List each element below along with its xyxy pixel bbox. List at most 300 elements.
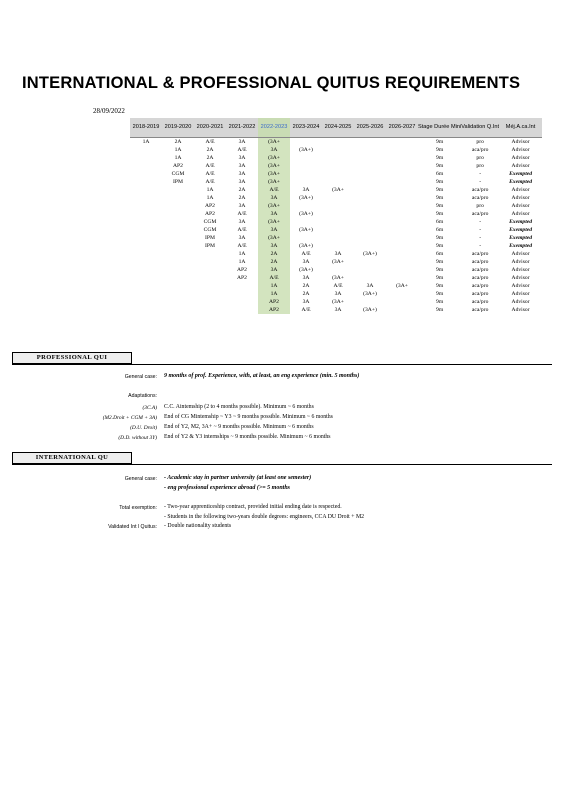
table-cell bbox=[194, 282, 226, 290]
table-cell bbox=[162, 282, 194, 290]
table-cell bbox=[162, 250, 194, 258]
table-cell: aca/pro bbox=[471, 259, 489, 265]
table-cell bbox=[130, 242, 162, 250]
table-cell bbox=[354, 154, 386, 162]
table-cell: AP2 bbox=[205, 203, 215, 209]
table-cell bbox=[386, 178, 418, 186]
table-row bbox=[130, 290, 542, 298]
adaptation-label: (3C.A) bbox=[142, 405, 157, 411]
table-cell bbox=[130, 298, 162, 306]
table-cell: A/E bbox=[237, 243, 247, 249]
table-cell bbox=[354, 266, 386, 274]
table-cell bbox=[194, 250, 226, 258]
table-cell: A/E bbox=[237, 147, 247, 153]
adaptation-label: (D.D. without 3Y) bbox=[118, 435, 157, 441]
table-cell bbox=[162, 290, 194, 298]
table-cell: 2A bbox=[302, 291, 310, 297]
table-cell bbox=[322, 242, 354, 250]
table-cell: 1A bbox=[238, 259, 246, 265]
table-cell: 9m bbox=[436, 211, 444, 217]
table-cell bbox=[130, 306, 162, 314]
table-cell: IPM bbox=[205, 243, 215, 249]
table-cell bbox=[354, 210, 386, 218]
table-cell bbox=[386, 194, 418, 202]
table-cell bbox=[162, 306, 194, 314]
table-cell bbox=[130, 154, 162, 162]
table-cell bbox=[354, 194, 386, 202]
table-cell: 3A bbox=[258, 210, 290, 218]
professional-general-label: General case: bbox=[124, 374, 157, 380]
table-cell: 9m bbox=[436, 139, 444, 145]
table-row bbox=[130, 138, 542, 147]
table-row bbox=[130, 162, 542, 170]
table-row bbox=[130, 274, 542, 282]
page-title: INTERNATIONAL & PROFESSIONAL QUITUS REQUIREMENTS bbox=[22, 74, 521, 92]
table-cell bbox=[194, 290, 226, 298]
table-cell: (3A+ bbox=[258, 154, 290, 162]
table-cell: aca/pro bbox=[471, 251, 489, 257]
table-cell: 6m bbox=[436, 171, 444, 177]
adaptation-text: End of CG Mintemship ~ Y3 ~ 9 months possible. Minimum ~ 6 months bbox=[164, 414, 333, 420]
column-header: Stage Durée Mini bbox=[418, 118, 461, 138]
table-cell: Advisor bbox=[511, 307, 530, 313]
table-cell bbox=[354, 274, 386, 282]
table-cell bbox=[290, 154, 322, 162]
table-cell: aca/pro bbox=[471, 283, 489, 289]
table-cell: aca/pro bbox=[471, 195, 489, 201]
table-cell bbox=[322, 178, 354, 186]
table-cell bbox=[130, 146, 162, 154]
table-cell: 3A bbox=[334, 307, 342, 313]
table-cell bbox=[386, 218, 418, 226]
table-cell: Advisor bbox=[511, 251, 530, 257]
table-cell: 3A bbox=[302, 299, 310, 305]
table-cell: (3A+) bbox=[299, 195, 313, 201]
table-cell bbox=[194, 274, 226, 282]
table-cell bbox=[130, 274, 162, 282]
table-cell: aca/pro bbox=[471, 291, 489, 297]
table-cell: Exempted bbox=[509, 219, 533, 225]
table-cell bbox=[322, 146, 354, 154]
table-row bbox=[130, 178, 542, 186]
table-cell: A/E bbox=[258, 186, 290, 194]
table-cell: pro bbox=[476, 155, 484, 161]
table-cell bbox=[162, 210, 194, 218]
table-cell: Exempted bbox=[509, 235, 533, 241]
table-cell bbox=[322, 154, 354, 162]
table-cell bbox=[354, 234, 386, 242]
table-cell: 3A bbox=[334, 291, 342, 297]
table-cell bbox=[354, 170, 386, 178]
table-cell bbox=[354, 298, 386, 306]
table-cell bbox=[130, 218, 162, 226]
table-cell: (3A+ bbox=[258, 138, 290, 147]
table-cell bbox=[162, 266, 194, 274]
table-cell: (3A+ bbox=[258, 162, 290, 170]
table-cell: 9m bbox=[436, 147, 444, 153]
table-cell: 3A bbox=[238, 203, 246, 209]
table-cell: (3A+ bbox=[396, 283, 408, 289]
table-cell: (3A+) bbox=[363, 307, 377, 313]
table-cell bbox=[290, 170, 322, 178]
table-cell: pro bbox=[476, 139, 484, 145]
table-cell: 9m bbox=[436, 235, 444, 241]
table-cell bbox=[226, 298, 258, 306]
table-cell: 9m bbox=[436, 291, 444, 297]
table-cell bbox=[162, 234, 194, 242]
table-cell: aca/pro bbox=[471, 211, 489, 217]
table-row bbox=[130, 146, 542, 154]
table-cell: aca/pro bbox=[471, 267, 489, 273]
table-cell bbox=[290, 178, 322, 186]
table-cell bbox=[386, 186, 418, 194]
table-cell: 3A bbox=[258, 194, 290, 202]
table-cell: aca/pro bbox=[471, 275, 489, 281]
table-cell bbox=[322, 218, 354, 226]
table-cell bbox=[354, 226, 386, 234]
table-cell: 1A bbox=[206, 195, 214, 201]
table-cell: (3A+) bbox=[363, 251, 377, 257]
table-row bbox=[130, 170, 542, 178]
table-row bbox=[130, 298, 542, 306]
table-cell bbox=[290, 138, 322, 147]
table-cell bbox=[386, 306, 418, 314]
table-cell bbox=[130, 162, 162, 170]
table-cell: (3A+ bbox=[258, 234, 290, 242]
table-cell: Advisor bbox=[511, 163, 530, 169]
table-cell: (3A+ bbox=[332, 275, 344, 281]
table-cell: 9m bbox=[436, 299, 444, 305]
table-cell bbox=[386, 138, 418, 147]
table-cell bbox=[386, 242, 418, 250]
table-cell: aca/pro bbox=[471, 187, 489, 193]
table-cell bbox=[162, 194, 194, 202]
table-cell bbox=[162, 218, 194, 226]
table-cell: 3A bbox=[238, 235, 246, 241]
column-header: 2020-2021 bbox=[194, 118, 226, 138]
table-cell: Exempted bbox=[509, 243, 533, 249]
table-cell: 1A bbox=[238, 251, 246, 257]
table-cell bbox=[130, 290, 162, 298]
table-cell: pro bbox=[476, 163, 484, 169]
table-cell bbox=[194, 258, 226, 266]
table-cell: - bbox=[479, 243, 482, 249]
table-cell bbox=[386, 274, 418, 282]
table-cell: Advisor bbox=[511, 259, 530, 265]
table-cell: Advisor bbox=[511, 147, 530, 153]
table-row bbox=[130, 282, 542, 290]
table-cell: AP2 bbox=[237, 267, 247, 273]
table-cell: 9m bbox=[436, 307, 444, 313]
table-cell: A/E bbox=[205, 139, 215, 145]
table-cell: aca/pro bbox=[471, 299, 489, 305]
column-header: 2018-2019 bbox=[130, 118, 162, 138]
table-cell bbox=[322, 266, 354, 274]
table-cell bbox=[130, 178, 162, 186]
table-cell bbox=[386, 226, 418, 234]
table-row bbox=[130, 186, 542, 194]
column-header: Validation Q.Int bbox=[461, 118, 499, 138]
table-cell: (3A+ bbox=[258, 178, 290, 186]
table-cell: 6m bbox=[436, 219, 444, 225]
table-cell: - bbox=[479, 235, 482, 241]
validated-quitus-label: Validated Int l Quitus: bbox=[108, 524, 157, 530]
table-cell bbox=[354, 258, 386, 266]
adaptation-text: End of Y2 & Y3 internships ~ 9 months possible. Minimum ~ 6 months bbox=[164, 434, 331, 440]
table-cell: Advisor bbox=[511, 291, 530, 297]
table-cell bbox=[322, 202, 354, 210]
table-row bbox=[130, 226, 542, 234]
table-cell bbox=[386, 162, 418, 170]
table-cell bbox=[354, 202, 386, 210]
table-cell bbox=[162, 274, 194, 282]
table-cell: CGM bbox=[203, 219, 217, 225]
table-cell: Advisor bbox=[511, 283, 530, 289]
table-cell: (3A+ bbox=[332, 187, 344, 193]
table-row bbox=[130, 202, 542, 210]
table-cell bbox=[130, 258, 162, 266]
table-cell: 9m bbox=[436, 195, 444, 201]
table-cell bbox=[322, 234, 354, 242]
table-cell: 3A bbox=[238, 163, 246, 169]
column-header: 2021-2022 bbox=[226, 118, 258, 138]
table-row bbox=[130, 210, 542, 218]
table-cell: (3A+) bbox=[363, 291, 377, 297]
table-cell: 9m bbox=[436, 259, 444, 265]
table-row bbox=[130, 242, 542, 250]
table-cell: Exempted bbox=[509, 171, 533, 177]
table-cell: 2A bbox=[206, 147, 214, 153]
table-cell: (3A+ bbox=[258, 202, 290, 210]
table-cell: 9m bbox=[436, 163, 444, 169]
table-cell: A/E bbox=[333, 283, 343, 289]
table-cell bbox=[130, 266, 162, 274]
table-cell: 9m bbox=[436, 155, 444, 161]
adaptation-label: (D.U. Droit) bbox=[130, 425, 157, 431]
table-cell bbox=[354, 242, 386, 250]
requirements-table bbox=[130, 118, 542, 314]
professional-quitus-heading: PROFESSIONAL QUI bbox=[12, 352, 132, 364]
column-header: 2022-2023 bbox=[258, 118, 290, 138]
table-cell bbox=[322, 194, 354, 202]
table-cell: (3A+ bbox=[258, 170, 290, 178]
table-cell bbox=[354, 138, 386, 147]
adaptation-label: (M2.Droit + CGM + 3A) bbox=[102, 415, 157, 421]
table-cell bbox=[322, 138, 354, 147]
table-cell: AP2 bbox=[205, 211, 215, 217]
table-cell: AP2 bbox=[258, 298, 290, 306]
table-cell: (3A+ bbox=[258, 218, 290, 226]
table-cell: (3A+ bbox=[332, 259, 344, 265]
table-cell: Advisor bbox=[511, 187, 530, 193]
table-cell: CGM bbox=[203, 227, 217, 233]
table-cell bbox=[354, 162, 386, 170]
table-cell bbox=[130, 210, 162, 218]
table-cell: 9m bbox=[436, 243, 444, 249]
validated-quitus-text: - Double nationality students bbox=[164, 523, 232, 529]
table-cell: 1A bbox=[206, 187, 214, 193]
table-cell: AP2 bbox=[173, 163, 183, 169]
table-cell bbox=[322, 226, 354, 234]
table-cell: (3A+) bbox=[299, 147, 313, 153]
table-cell bbox=[354, 146, 386, 154]
international-general-line: - eng professional experience abroad (>= 5 months bbox=[164, 485, 291, 491]
column-header: 2019-2020 bbox=[162, 118, 194, 138]
table-cell: Advisor bbox=[511, 267, 530, 273]
table-cell: aca/pro bbox=[471, 147, 489, 153]
table-cell: Advisor bbox=[511, 195, 530, 201]
table-row bbox=[130, 306, 542, 314]
total-exemption-label: Total exemption: bbox=[119, 505, 157, 511]
table-body bbox=[130, 138, 542, 315]
table-cell: 6m bbox=[436, 227, 444, 233]
table-cell bbox=[354, 218, 386, 226]
table-cell: IPM bbox=[205, 235, 215, 241]
table-cell bbox=[290, 218, 322, 226]
table-cell: A/E bbox=[237, 227, 247, 233]
table-cell: Advisor bbox=[511, 299, 530, 305]
table-cell: (3A+) bbox=[299, 227, 313, 233]
table-cell bbox=[130, 282, 162, 290]
table-cell: 2A bbox=[302, 283, 310, 289]
table-cell: - bbox=[479, 171, 482, 177]
table-row bbox=[130, 234, 542, 242]
table-cell bbox=[290, 202, 322, 210]
table-cell: - bbox=[479, 219, 482, 225]
table-cell: Advisor bbox=[511, 275, 530, 281]
table-cell bbox=[386, 146, 418, 154]
table-cell: 2A bbox=[174, 139, 182, 145]
table-cell bbox=[194, 298, 226, 306]
table-cell: A/E bbox=[301, 251, 311, 257]
table-cell bbox=[226, 290, 258, 298]
table-cell bbox=[386, 202, 418, 210]
table-cell bbox=[386, 258, 418, 266]
table-cell: A/E bbox=[205, 179, 215, 185]
table-cell: Exempted bbox=[509, 179, 533, 185]
table-cell: IPM bbox=[173, 179, 183, 185]
table-cell bbox=[194, 306, 226, 314]
section-divider bbox=[12, 364, 552, 365]
table-cell: Advisor bbox=[511, 139, 530, 145]
exemption-line: - Two-year apprenticeship contract, provided initial ending date is respected. bbox=[164, 504, 342, 510]
table-cell bbox=[130, 226, 162, 234]
table-cell: 3A bbox=[238, 171, 246, 177]
table-cell: - bbox=[479, 179, 482, 185]
table-cell: AP2 bbox=[237, 275, 247, 281]
table-cell: AP2 bbox=[258, 306, 290, 314]
table-cell bbox=[386, 298, 418, 306]
column-header: Méj.A.ca.Int bbox=[499, 118, 542, 138]
table-cell: 6m bbox=[436, 251, 444, 257]
table-cell: 3A bbox=[302, 275, 310, 281]
column-header: 2024-2025 bbox=[322, 118, 354, 138]
document-date: 28/09/2022 bbox=[93, 107, 125, 115]
table-cell: 2A bbox=[238, 195, 246, 201]
professional-general-text: 9 months of prof. Experience, with, at least, an eng experience (min. 5 months) bbox=[164, 373, 360, 379]
table-row bbox=[130, 250, 542, 258]
table-cell: 3A bbox=[258, 242, 290, 250]
table-cell: 3A bbox=[238, 155, 246, 161]
table-cell bbox=[130, 234, 162, 242]
table-cell bbox=[162, 298, 194, 306]
international-general-label: General case: bbox=[124, 476, 157, 482]
table-cell bbox=[162, 226, 194, 234]
table-cell: 2A bbox=[206, 155, 214, 161]
table-cell bbox=[226, 282, 258, 290]
table-cell bbox=[322, 210, 354, 218]
column-header: 2026-2027 bbox=[386, 118, 418, 138]
table-cell: 2A bbox=[258, 250, 290, 258]
table-cell bbox=[322, 170, 354, 178]
table-cell bbox=[386, 290, 418, 298]
table-cell: 3A bbox=[258, 146, 290, 154]
exemption-line: - Students in the following two-years double degrees: engineers, CCA DU Droit + M2 bbox=[164, 514, 365, 520]
table-cell: pro bbox=[476, 203, 484, 209]
table-cell: (3A+) bbox=[299, 267, 313, 273]
table-cell: CGM bbox=[171, 171, 185, 177]
section-divider bbox=[12, 464, 552, 465]
table-cell: 1A bbox=[258, 282, 290, 290]
table-cell: A/E bbox=[205, 163, 215, 169]
table-cell bbox=[354, 186, 386, 194]
table-cell bbox=[130, 186, 162, 194]
international-quitus-heading: INTERNATIONAL QU bbox=[12, 452, 132, 464]
table-cell: 9m bbox=[436, 283, 444, 289]
adaptation-text: C.C. Aintemship (2 to 4 months possible). Minimum ~ 6 months bbox=[164, 404, 314, 410]
table-cell bbox=[130, 170, 162, 178]
table-cell: 9m bbox=[436, 275, 444, 281]
adaptations-label: Adaptations: bbox=[128, 393, 157, 399]
table-cell: 3A bbox=[238, 179, 246, 185]
table-cell: (3A+) bbox=[299, 211, 313, 217]
table-cell: 1A bbox=[142, 139, 150, 145]
international-general-line: - Academic stay in partner university (at least one semester) bbox=[164, 475, 312, 481]
table-cell bbox=[290, 162, 322, 170]
table-cell bbox=[386, 250, 418, 258]
column-header: 2023-2024 bbox=[290, 118, 322, 138]
table-cell bbox=[130, 250, 162, 258]
table-row bbox=[130, 194, 542, 202]
table-cell bbox=[386, 170, 418, 178]
table-cell bbox=[290, 234, 322, 242]
table-cell: A/E bbox=[258, 274, 290, 282]
table-header-row bbox=[130, 118, 542, 138]
table-row bbox=[130, 266, 542, 274]
table-row bbox=[130, 218, 542, 226]
table-cell: 3A bbox=[258, 266, 290, 274]
table-cell: 3A bbox=[238, 139, 246, 145]
table-cell bbox=[162, 242, 194, 250]
table-cell: - bbox=[479, 227, 482, 233]
table-cell bbox=[386, 266, 418, 274]
table-cell bbox=[386, 234, 418, 242]
table-cell bbox=[162, 258, 194, 266]
table-cell: 3A bbox=[334, 251, 342, 257]
table-cell: 3A bbox=[258, 226, 290, 234]
table-cell: 9m bbox=[436, 187, 444, 193]
table-cell: 1A bbox=[174, 155, 182, 161]
table-cell: Advisor bbox=[511, 211, 530, 217]
table-cell: 3A bbox=[238, 219, 246, 225]
table-cell: A/E bbox=[205, 171, 215, 177]
table-cell: (3A+ bbox=[332, 299, 344, 305]
table-cell: (3A+) bbox=[299, 243, 313, 249]
table-cell: Advisor bbox=[511, 155, 530, 161]
table-cell: 9m bbox=[436, 267, 444, 273]
table-cell: 9m bbox=[436, 179, 444, 185]
table-cell: 3A bbox=[302, 187, 310, 193]
